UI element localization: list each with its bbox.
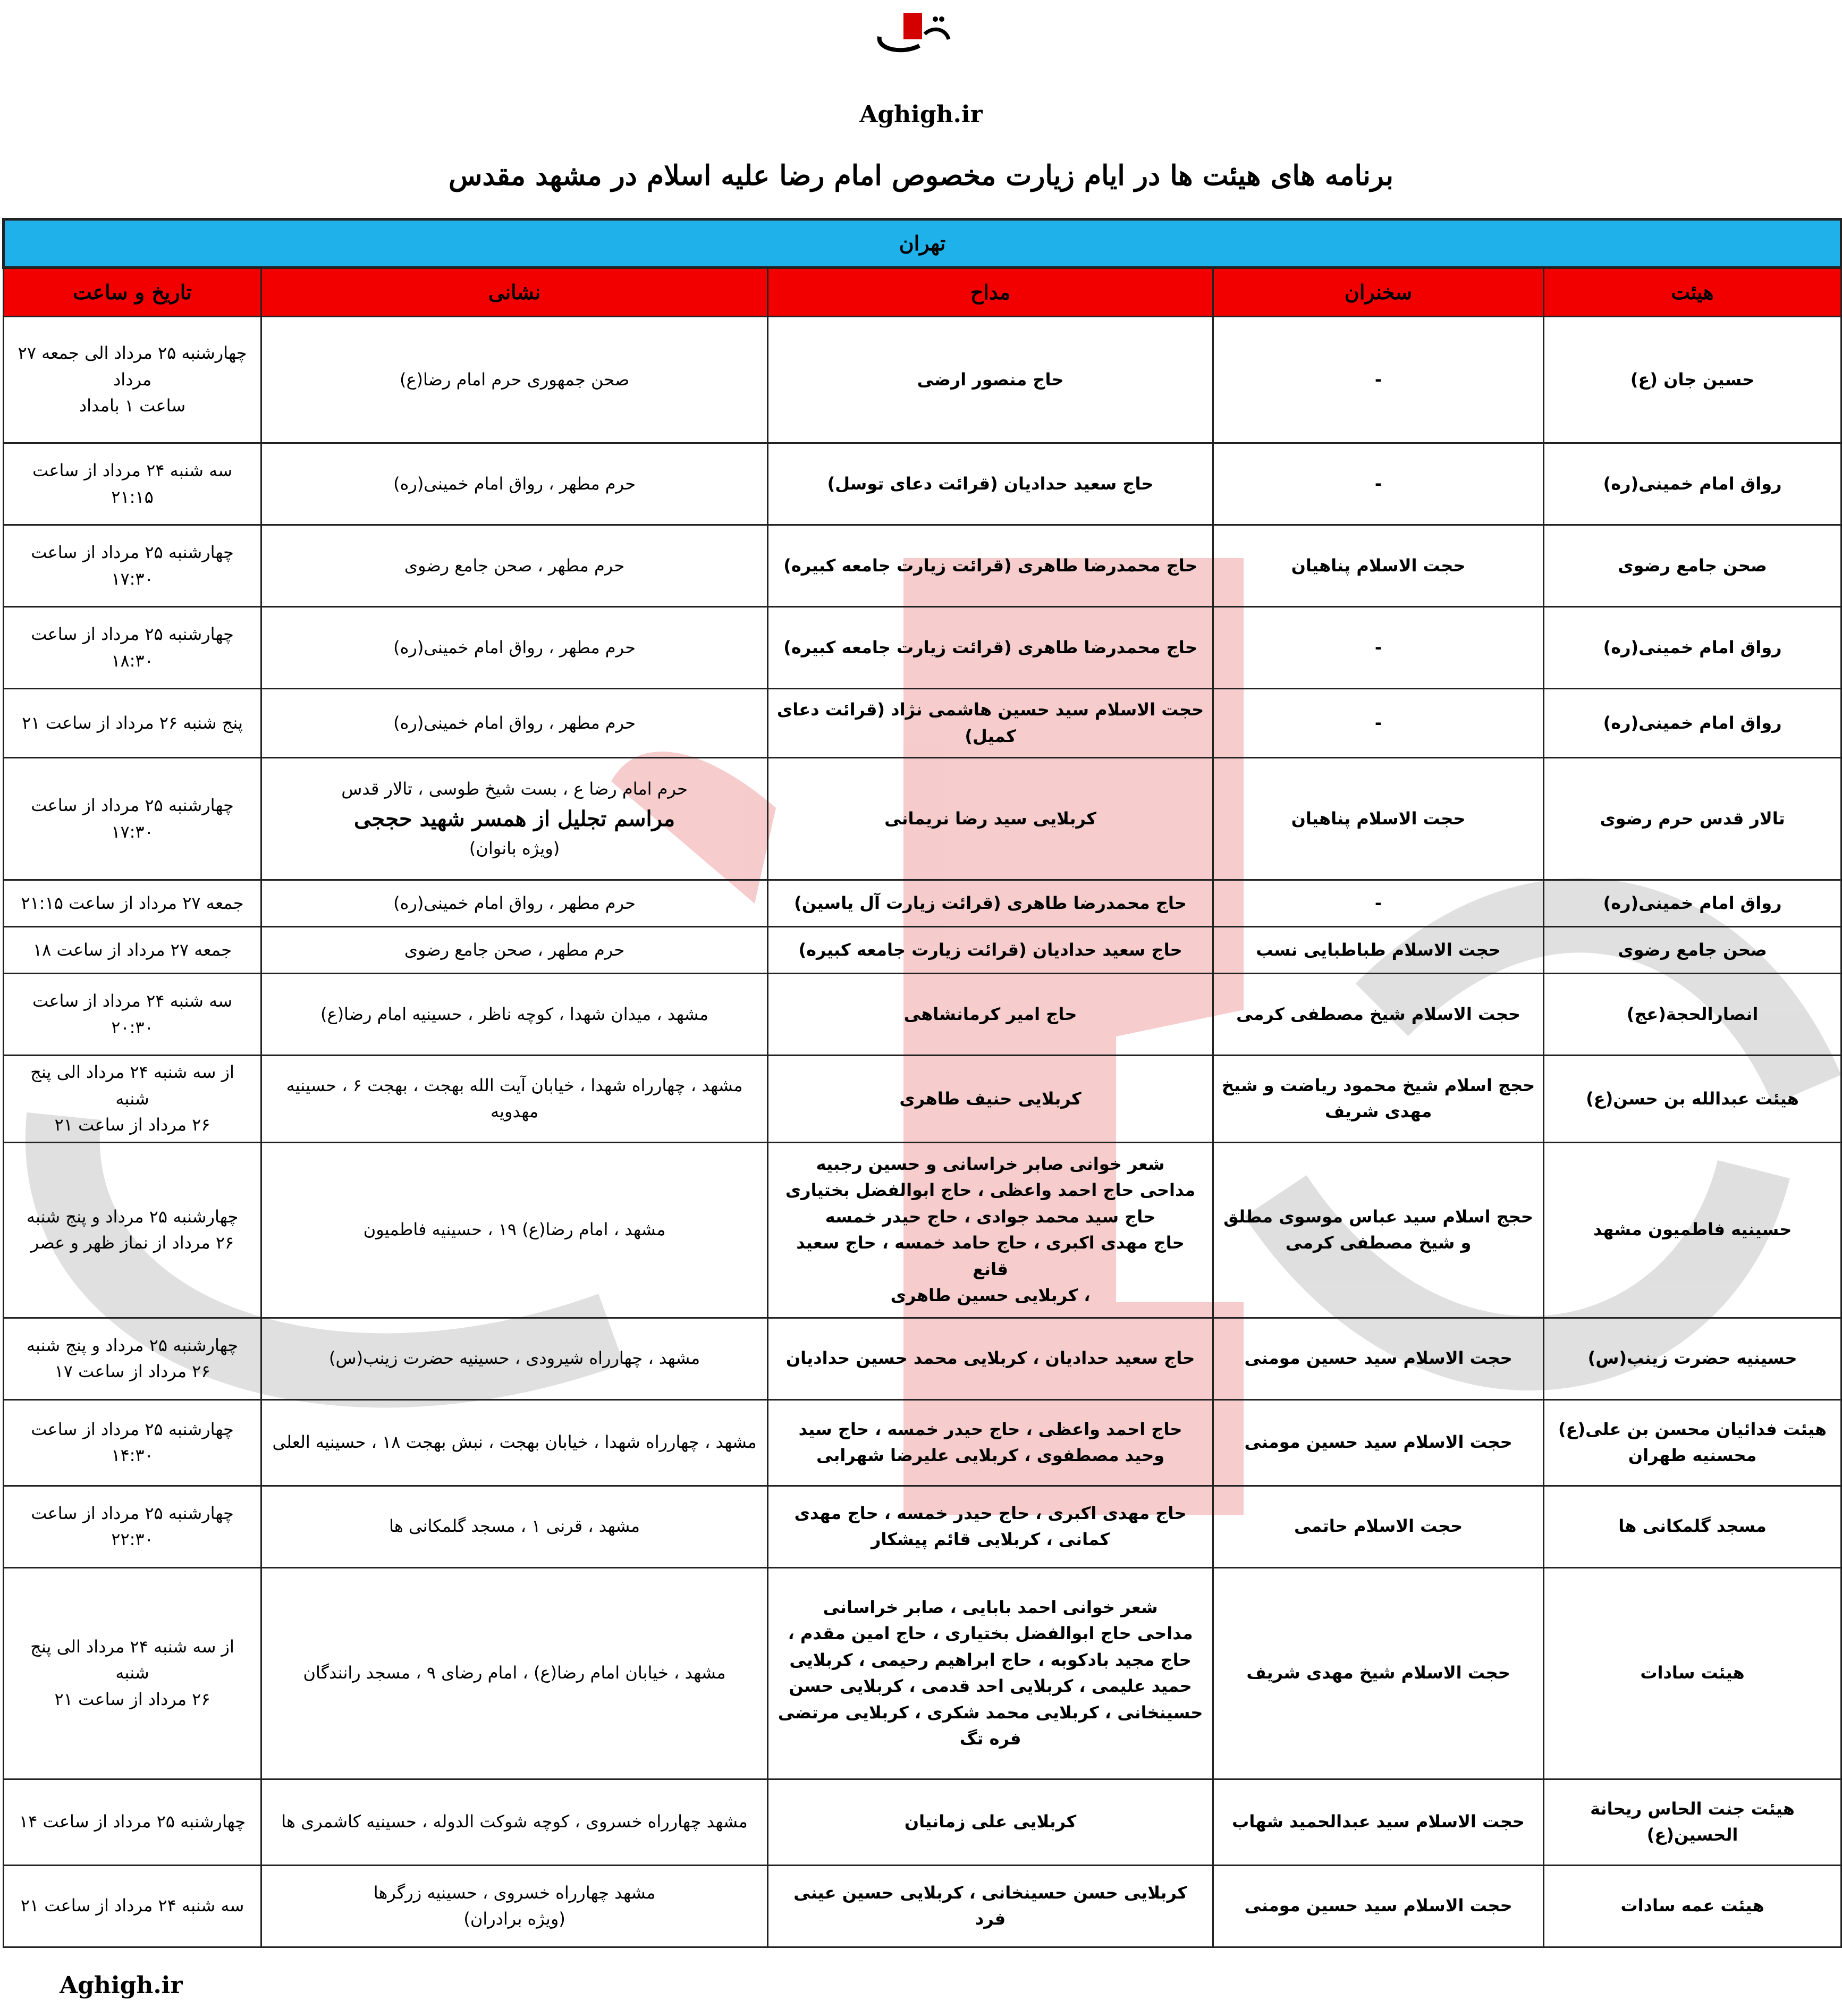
datetime-line: ۲۶ مرداد از ساعت ۱۷	[54, 1361, 210, 1382]
cell-speaker: حجت الاسلام شیخ مهدی شریف	[1213, 1567, 1544, 1779]
address-line: حرم امام رضا ع ، بست شیخ طوسی ، تالار قدس	[341, 778, 688, 799]
table-row	[4, 1567, 1841, 1779]
cell-address	[261, 607, 768, 689]
cell-datetime	[4, 927, 261, 974]
table-row	[4, 880, 1841, 927]
cell-datetime	[4, 1865, 261, 1947]
cell-name: حسینیه فاطمیون مشهد	[1544, 1142, 1841, 1318]
cell-eulogist: کربلایی علی زمانیان	[768, 1779, 1213, 1865]
cell-address	[261, 880, 768, 927]
datetime-line: چهارشنبه ۲۵ مرداد از ساعت	[31, 795, 234, 815]
cell-speaker: -	[1213, 689, 1544, 758]
cell-speaker: -	[1213, 880, 1544, 927]
cell-datetime	[4, 443, 261, 525]
cell-speaker: حجت الاسلام سید عبدالحمید شهاب	[1213, 1779, 1544, 1865]
datetime-line: ۲۰:۳۰	[111, 1017, 154, 1037]
cell-address	[261, 317, 768, 443]
eulogist-line: فره تگ	[959, 1728, 1021, 1749]
eulogist-line: حاج مهدی اکبری ، حاج حامد خمسه ، حاج سعید قانع	[796, 1233, 1185, 1279]
cell-address	[261, 1779, 768, 1865]
address-line: مشهد چهارراه خسروی ، حسینیه زرگرها	[373, 1882, 656, 1903]
region-row	[4, 220, 1841, 268]
header-address: نشانی	[261, 268, 768, 317]
cell-datetime	[4, 880, 261, 927]
datetime-line: چهارشنبه ۲۵ مرداد از ساعت	[31, 1503, 234, 1523]
aghigh-logo	[872, 7, 951, 58]
cell-name: صحن جامع رضوی	[1544, 927, 1841, 974]
datetime-line: ۱۸:۳۰	[111, 650, 154, 671]
cell-name: رواق امام خمینی(ره)	[1544, 443, 1841, 525]
cell-name: حسین جان (ع)	[1544, 317, 1841, 443]
datetime-line: چهارشنبه ۲۵ مرداد الی جمعه ۲۷	[18, 343, 247, 364]
table-row	[4, 974, 1841, 1056]
eulogist-line: مداحی حاج احمد واعظی ، حاج ابوالفضل بختیاری	[785, 1180, 1196, 1201]
eulogist-line: مداحی حاج ابوالفضل بختیاری ، حاج امین مقدم ،	[788, 1623, 1193, 1644]
table-row	[4, 1865, 1841, 1947]
table-row	[4, 317, 1841, 443]
table-row	[4, 758, 1841, 880]
address-line: مشهد چهارراه خسروی ، کوچه شوکت الدوله ، حسینیه کاشمری ها	[281, 1811, 748, 1832]
datetime-line: چهارشنبه ۲۵ مرداد از ساعت	[31, 1419, 234, 1439]
cell-eulogist: حاج سعید حدادیان ، کربلایی محمد حسین حدادیان	[768, 1318, 1213, 1399]
datetime-line: ۲۱:۱۵	[111, 486, 154, 507]
cell-datetime	[4, 1318, 261, 1399]
cell-name: رواق امام خمینی(ره)	[1544, 607, 1841, 689]
datetime-line: چهارشنبه ۲۵ مرداد از ساعت ۱۴	[19, 1811, 246, 1832]
cell-address	[261, 525, 768, 607]
datetime-line: چهارشنبه ۲۵ مرداد و پنج شنبه	[26, 1335, 239, 1355]
datetime-line: ۲۶ مرداد از ساعت ۲۱	[54, 1115, 210, 1135]
cell-eulogist: حجت الاسلام سید حسین هاشمی نژاد (قرائت دعای کمیل)	[768, 689, 1213, 758]
cell-name: مسجد گلمکانی ها	[1544, 1486, 1841, 1567]
table-row	[4, 1142, 1841, 1318]
address-line: حرم مطهر ، رواق امام خمینی(ره)	[393, 892, 636, 913]
cell-datetime	[4, 1779, 261, 1865]
cell-datetime	[4, 1142, 261, 1318]
table-row	[4, 927, 1841, 974]
datetime-line: سه شنبه ۲۴ مرداد از ساعت ۲۱	[20, 1895, 244, 1916]
cell-datetime	[4, 1399, 261, 1486]
address-line: حرم مطهر ، صحن جامع رضوی	[404, 939, 625, 960]
cell-datetime	[4, 317, 261, 443]
datetime-line: از سه شنبه ۲۴ مرداد الی پنج شنبه	[30, 1062, 234, 1109]
table-row	[4, 1056, 1841, 1143]
address-line: حرم مطهر ، رواق امام خمینی(ره)	[393, 712, 636, 733]
table-row	[4, 1318, 1841, 1399]
table-row	[4, 1779, 1841, 1865]
cell-datetime	[4, 1567, 261, 1779]
datetime-line: ۲۶ مرداد از ساعت ۲۱	[54, 1689, 210, 1710]
cell-eulogist: کربلایی حنیف طاهری	[768, 1056, 1213, 1143]
cell-address	[261, 689, 768, 758]
cell-address	[261, 1865, 768, 1947]
table-row	[4, 607, 1841, 689]
cell-eulogist: کربلایی حسن حسینخانی ، کربلایی حسین عینی فرد	[768, 1865, 1213, 1947]
datetime-line: چهارشنبه ۲۵ مرداد و پنج شنبه	[26, 1206, 239, 1227]
cell-speaker: -	[1213, 317, 1544, 443]
cell-speaker: حجج اسلام سید عباس موسوی مطلق و شیخ مصطفی کرمی	[1213, 1142, 1544, 1318]
cell-eulogist	[768, 1567, 1213, 1779]
cell-name: صحن جامع رضوی	[1544, 525, 1841, 607]
cell-speaker: -	[1213, 443, 1544, 525]
address-line: مشهد ، میدان شهدا ، کوچه ناظر ، حسینیه امام رضا(ع)	[320, 1003, 709, 1024]
cell-datetime	[4, 974, 261, 1056]
datetime-line: چهارشنبه ۲۵ مرداد از ساعت	[31, 542, 234, 562]
cell-speaker: حجت الاسلام حاتمی	[1213, 1486, 1544, 1567]
datetime-line: سه شنبه ۲۴ مرداد از ساعت	[32, 460, 233, 480]
datetime-line: پنج شنبه ۲۶ مرداد از ساعت ۲۱	[22, 712, 243, 733]
datetime-line: چهارشنبه ۲۵ مرداد از ساعت	[31, 623, 234, 644]
cell-speaker: -	[1213, 607, 1544, 689]
cell-datetime	[4, 1056, 261, 1143]
datetime-line: مرداد	[113, 369, 152, 390]
cell-datetime	[4, 1486, 261, 1567]
datetime-line: جمعه ۲۷ مرداد از ساعت ۲۱:۱۵	[21, 892, 244, 913]
cell-eulogist: حاج مهدی اکبری ، حاج حیدر خمسه ، حاج مهدی کمانی ، کربلایی قائم پیشکار	[768, 1486, 1213, 1567]
cell-eulogist: حاج محمدرضا طاهری (قرائت زیارت جامعه کبیره)	[768, 525, 1213, 607]
cell-eulogist: کربلایی سید رضا نریمانی	[768, 758, 1213, 880]
cell-name: انصارالحجة(عج)	[1544, 974, 1841, 1056]
cell-name: تالار قدس حرم رضوی	[1544, 758, 1841, 880]
cell-eulogist: حاج منصور ارضی	[768, 317, 1213, 443]
cell-name: هیئت سادات	[1544, 1567, 1841, 1779]
cell-name: رواق امام خمینی(ره)	[1544, 689, 1841, 758]
cell-name: هیئت جنت الحاس ریحانة الحسین(ع)	[1544, 1779, 1841, 1865]
datetime-line: ۲۶ مرداد از نماز ظهر و عصر	[30, 1233, 234, 1253]
cell-eulogist: حاج محمدرضا طاهری (قرائت زیارت آل یاسین)	[768, 880, 1213, 927]
cell-address	[261, 1567, 768, 1779]
cell-eulogist: حاج سعید حدادیان (قرائت زیارت جامعه کبیره)	[768, 927, 1213, 974]
cell-datetime	[4, 689, 261, 758]
address-line: مشهد ، امام رضا(ع) ۱۹ ، حسینیه فاطمیون	[363, 1219, 666, 1240]
datetime-line: ۱۴:۳۰	[111, 1445, 154, 1466]
datetime-line: سه شنبه ۲۴ مرداد از ساعت	[32, 990, 233, 1011]
eulogist-line: ، کربلایی حسین طاهری	[890, 1285, 1091, 1306]
site-name-top: Aghigh.ir	[859, 101, 983, 128]
address-note: (ویژه بانوان)	[469, 838, 560, 858]
cell-speaker: حجج اسلام شیخ محمود ریاضت و شیخ مهدی شریف	[1213, 1056, 1544, 1143]
eulogist-line: حمید علیمی ، کربلایی احد قدمی ، کربلایی حسن	[789, 1676, 1192, 1697]
cell-speaker: حجت الاسلام طباطبایی نسب	[1213, 927, 1544, 974]
region-label: تهران	[4, 220, 1841, 268]
cell-eulogist	[768, 1142, 1213, 1318]
cell-address	[261, 1142, 768, 1318]
document-title: برنامه های هیئت ها در ایام زیارت مخصوص امام رضا علیه اسلام در مشهد مقدس	[449, 159, 1393, 192]
cell-eulogist: حاج احمد واعظی ، حاج حیدر خمسه ، حاج سید وحید مصطفوی ، کربلایی علیرضا شهرابی	[768, 1399, 1213, 1486]
cell-eulogist: حاج امیر کرمانشاهی	[768, 974, 1213, 1056]
datetime-line: ساعت ۱ بامداد	[79, 395, 186, 416]
table-row	[4, 1486, 1841, 1567]
cell-address	[261, 1486, 768, 1567]
cell-address	[261, 927, 768, 974]
cell-eulogist: حاج محمدرضا طاهری (قرائت زیارت جامعه کبیره)	[768, 607, 1213, 689]
cell-datetime	[4, 758, 261, 880]
cell-address	[261, 443, 768, 525]
cell-name: هیئت عمه سادات	[1544, 1865, 1841, 1947]
cell-speaker: حجت الاسلام سید حسین مومنی	[1213, 1865, 1544, 1947]
schedule-table	[2, 218, 1842, 1948]
header-eulogist: مداح	[768, 268, 1213, 317]
cell-address	[261, 1056, 768, 1143]
address-highlight: مراسم تجلیل از همسر شهید حججی	[354, 806, 675, 831]
cell-address	[261, 1399, 768, 1486]
cell-name: هیئت عبدالله بن حسن(ع)	[1544, 1056, 1841, 1143]
cell-address	[261, 758, 768, 880]
cell-eulogist: حاج سعید حدادیان (قرائت دعای توسل)	[768, 443, 1213, 525]
eulogist-line: شعر خوانی احمد بابایی ، صابر خراسانی	[823, 1597, 1158, 1617]
cell-speaker: حجت الاسلام سید حسین مومنی	[1213, 1399, 1544, 1486]
eulogist-line: حاج سید محمد جوادی ، حاج حیدر خمسه	[825, 1206, 1156, 1227]
cell-datetime	[4, 525, 261, 607]
cell-name: رواق امام خمینی(ره)	[1544, 880, 1841, 927]
address-line: مشهد ، چهارراه شیرودی ، حسینیه حضرت زینب(س)	[329, 1348, 700, 1369]
table-row	[4, 525, 1841, 607]
datetime-line: جمعه ۲۷ مرداد از ساعت ۱۸	[32, 939, 232, 960]
cell-speaker: حجت الاسلام پناهیان	[1213, 758, 1544, 880]
cell-name: حسینیه حضرت زینب(س)	[1544, 1318, 1841, 1399]
address-line: مشهد ، چهارراه شهدا ، خیابان بهجت ، نبش بهجت ۱۸ ، حسینیه العلی	[272, 1432, 757, 1453]
eulogist-line: شعر خوانی صابر خراسانی و حسین رجبیه	[816, 1153, 1165, 1174]
cell-speaker: حجت الاسلام سید حسین مومنی	[1213, 1318, 1544, 1399]
cell-address	[261, 1318, 768, 1399]
datetime-line: ۱۷:۳۰	[111, 821, 154, 842]
header-speaker: سخنران	[1213, 268, 1544, 317]
table-row	[4, 443, 1841, 525]
cell-name: هیئت فدائیان محسن بن علی(ع) محسنیه طهران	[1544, 1399, 1841, 1486]
address-line: حرم مطهر ، صحن جامع رضوی	[404, 555, 625, 576]
cell-speaker: حجت الاسلام پناهیان	[1213, 525, 1544, 607]
header-name: هیئت	[1544, 268, 1841, 317]
header-datetime: تاریخ و ساعت	[4, 268, 261, 317]
eulogist-line: حاج مجید بادکوبه ، حاج ابراهیم رحیمی ، کربلایی	[789, 1649, 1192, 1670]
datetime-line: از سه شنبه ۲۴ مرداد الی پنج شنبه	[30, 1636, 234, 1683]
cell-address	[261, 974, 768, 1056]
eulogist-line: حسینخانی ، کربلایی محمد شکری ، کربلایی مرتضی	[778, 1702, 1203, 1723]
address-line: حرم مطهر ، رواق امام خمینی(ره)	[393, 473, 636, 494]
address-line: مشهد ، قرنی ۱ ، مسجد گلمکانی ها	[389, 1516, 640, 1537]
datetime-line: ۲۲:۳۰	[111, 1529, 154, 1550]
address-line: صحن جمهوری حرم امام رضا(ع)	[399, 369, 630, 390]
cell-datetime	[4, 607, 261, 689]
address-note: (ویژه برادران)	[463, 1909, 565, 1929]
datetime-line: ۱۷:۳۰	[111, 568, 154, 589]
table-row	[4, 1399, 1841, 1486]
site-name-bottom: Aghigh.ir	[60, 1972, 183, 1999]
header-row	[4, 268, 1841, 317]
cell-speaker: حجت الاسلام شیخ مصطفی کرمی	[1213, 974, 1544, 1056]
address-line: حرم مطهر ، رواق امام خمینی(ره)	[393, 637, 636, 657]
table-row	[4, 689, 1841, 758]
address-line: مشهد ، چهارراه شهدا ، خیابان آیت الله بهجت ، بهجت ۶ ، حسینیه مهدویه	[286, 1075, 743, 1122]
address-line: مشهد ، خیابان امام رضا(ع) ، امام رضای ۹ ، مسجد رانندگان	[303, 1663, 726, 1683]
